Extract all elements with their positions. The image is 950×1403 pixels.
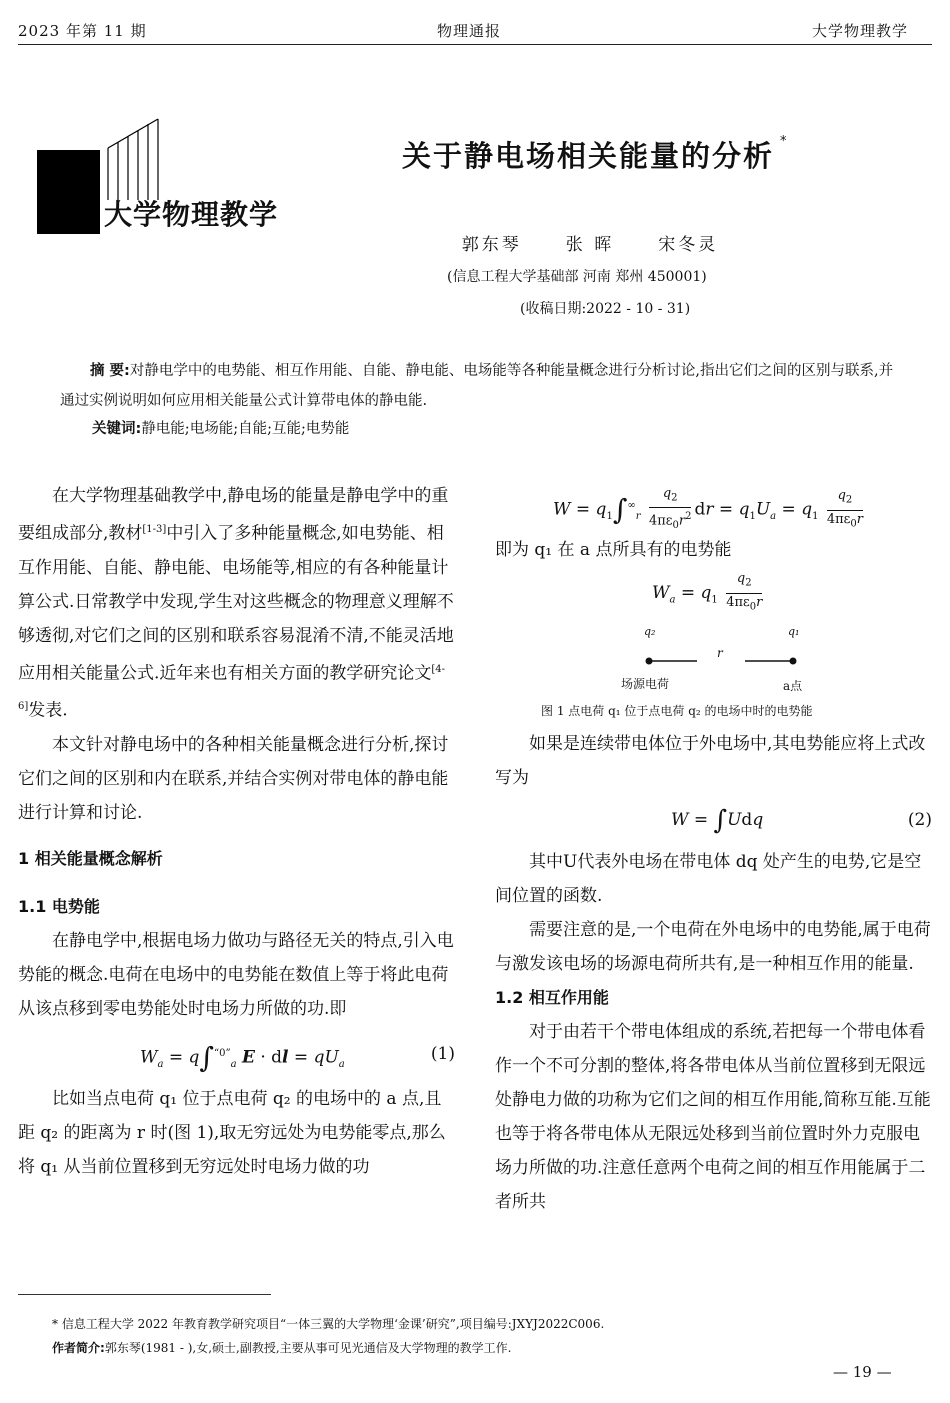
logo-text: 大学物理教学: [104, 198, 279, 231]
paragraph: 如果是连续带电体位于外电场中,其电势能应将上式改写为: [495, 734, 926, 788]
figure-1-caption: 图 1 点电荷 q₁ 位于点电荷 q₂ 的电场中时的电势能: [541, 704, 813, 718]
equation-number: (2): [907, 810, 932, 830]
paragraph: 比如当点电荷 q₁ 位于点电荷 q₂ 的电场中的 a 点,且距 q₂ 的距离为 r 时(图 1),取无穷远处为电势能零点,那么将 q₁ 从当前位置移到无穷远处时电场力做的功: [18, 1088, 446, 1177]
header-rule: [18, 44, 932, 45]
figure-1-drawing: [495, 619, 932, 701]
abstract-text: 对静电学中的电势能、相互作用能、自能、静电能、电场能等各种能量概念进行分析讨论,指出它们之间的区别与联系,并通过实例说明如何应用相关能量公式计算带电体的静电能.: [60, 363, 894, 409]
footnote-rule: [18, 1294, 271, 1295]
paragraph: 其中U代表外电场在带电体 dq 处产生的电势,它是空间位置的函数.: [495, 852, 922, 906]
figure-1: [495, 619, 932, 701]
label-r: r: [717, 646, 723, 660]
abstract: [60, 356, 898, 416]
header-column: 大学物理教学: [812, 22, 909, 40]
footnote-project: * 信息工程大学 2022 年教育教学研究项目“一体三翼的大学物理‘金课’研究”,项目编号:JXYJ2022C006.: [52, 1317, 605, 1331]
equation-wa: $W_a = q_1$ $\frac{q_2}{4\pi\varepsilon_0r}$: [652, 571, 763, 613]
section-heading-1: 1 相关能量概念解析: [18, 848, 163, 868]
equation-work: $W = q_1\int^\infty_r$ $\frac{q_2}{4\pi\varepsilon_0r^2}$ dr = $q_1U_a = q_1$ $\frac{q_2}{4\pi\varepsilon_0r}$: [553, 485, 864, 532]
paper-title: 关于静电场相关能量的分析 *: [402, 134, 789, 173]
left-column: [18, 479, 455, 1184]
authors: [0, 230, 950, 255]
title-footnote-mark: *: [780, 134, 789, 149]
keywords-label: 关键词:: [92, 421, 142, 437]
abstract-label: 摘 要:: [90, 363, 130, 379]
paragraph: 即为 q₁ 在 a 点所具有的电势能: [495, 540, 732, 560]
label-q1: q₁: [788, 625, 800, 638]
affiliation: (信息工程大学基础部 河南 郑州 450001): [447, 269, 707, 285]
equation-2: W = ∫Udq (2): [495, 795, 932, 845]
paragraph: 在静电学中,根据电场力做功与路径无关的特点,引入电势能的概念.电荷在电场中的电势能在数值上等于将此电荷从该点移到零电势能处时电场力所做的功.即: [18, 930, 454, 1019]
paragraph: 需要注意的是,一个电荷在外电场中的电势能,属于电荷与激发该电场的场源电荷所共有,是一种相互作用的能量.: [495, 920, 931, 974]
intro-paragraph: 在大学物理基础教学中,静电场的能量是静电学中的重要组成部分,教材[1-3]中引入了多种能量概念,如电势能、相互作用能、自能、静电能、电场能等,相应的有各种能量计算公式.日常教学中发现,学生对这些概念的物理意义理解不够透彻,对它们之间的区别和联系容易混淆不清,不能灵活地应用相关能量公式.近年来也有相关方面的教学研究论文[4-6]发表.: [18, 486, 454, 721]
logo-block: [37, 150, 100, 234]
equation-number: (1): [430, 1043, 455, 1064]
label-source-charge: 场源电荷: [621, 677, 670, 691]
intro-paragraph-2: 本文针对静电场中的各种相关能量概念进行分析,探讨它们之间的区别和内在联系,并结合实例对带电体的静电能进行计算和讨论.: [18, 734, 449, 823]
received-date: (收稿日期:2022 - 10 - 31): [520, 301, 691, 317]
author: 郭东琴: [461, 235, 522, 255]
header-journal: 物理通报: [437, 22, 502, 40]
author: 张 晖: [565, 235, 615, 255]
header-issue: 2023 年第 11 期: [18, 22, 147, 40]
page-number: — 19 —: [833, 1363, 892, 1381]
author: 宋冬灵: [658, 235, 719, 255]
charge-q1-point: [790, 658, 797, 665]
section-heading-1-1: 1.1 电势能: [18, 896, 100, 916]
label-point-a: a点: [783, 679, 803, 693]
keywords: [92, 417, 349, 438]
keywords-text: 静电能;电场能;自能;互能;电势能: [141, 421, 350, 437]
paragraph: 对于由若干个带电体组成的系统,若把每一个带电体看作一个不可分割的整体,将各带电体从当前位置移到无限远处静电力做的功称为它们之间的相互作用能,简称互能.互能也等于将各带电体从无限远处移到当前位置时外力克服电场力所做的功.注意任意两个电荷之间的相互作用能属于二者所共: [495, 1022, 931, 1212]
equation-1: $W_a = q\int^{“0”}_a$ E · dl = $qU_a$ (1): [18, 1026, 455, 1082]
right-column: [495, 479, 932, 1219]
section-heading-1-2: 1.2 相互作用能: [495, 988, 609, 1007]
label-q2: q₂: [644, 625, 656, 638]
footnote-author: 作者简介:郭东琴(1981 - ),女,硕士,副教授,主要从事可见光通信及大学物理的教学工作.: [52, 1341, 512, 1355]
